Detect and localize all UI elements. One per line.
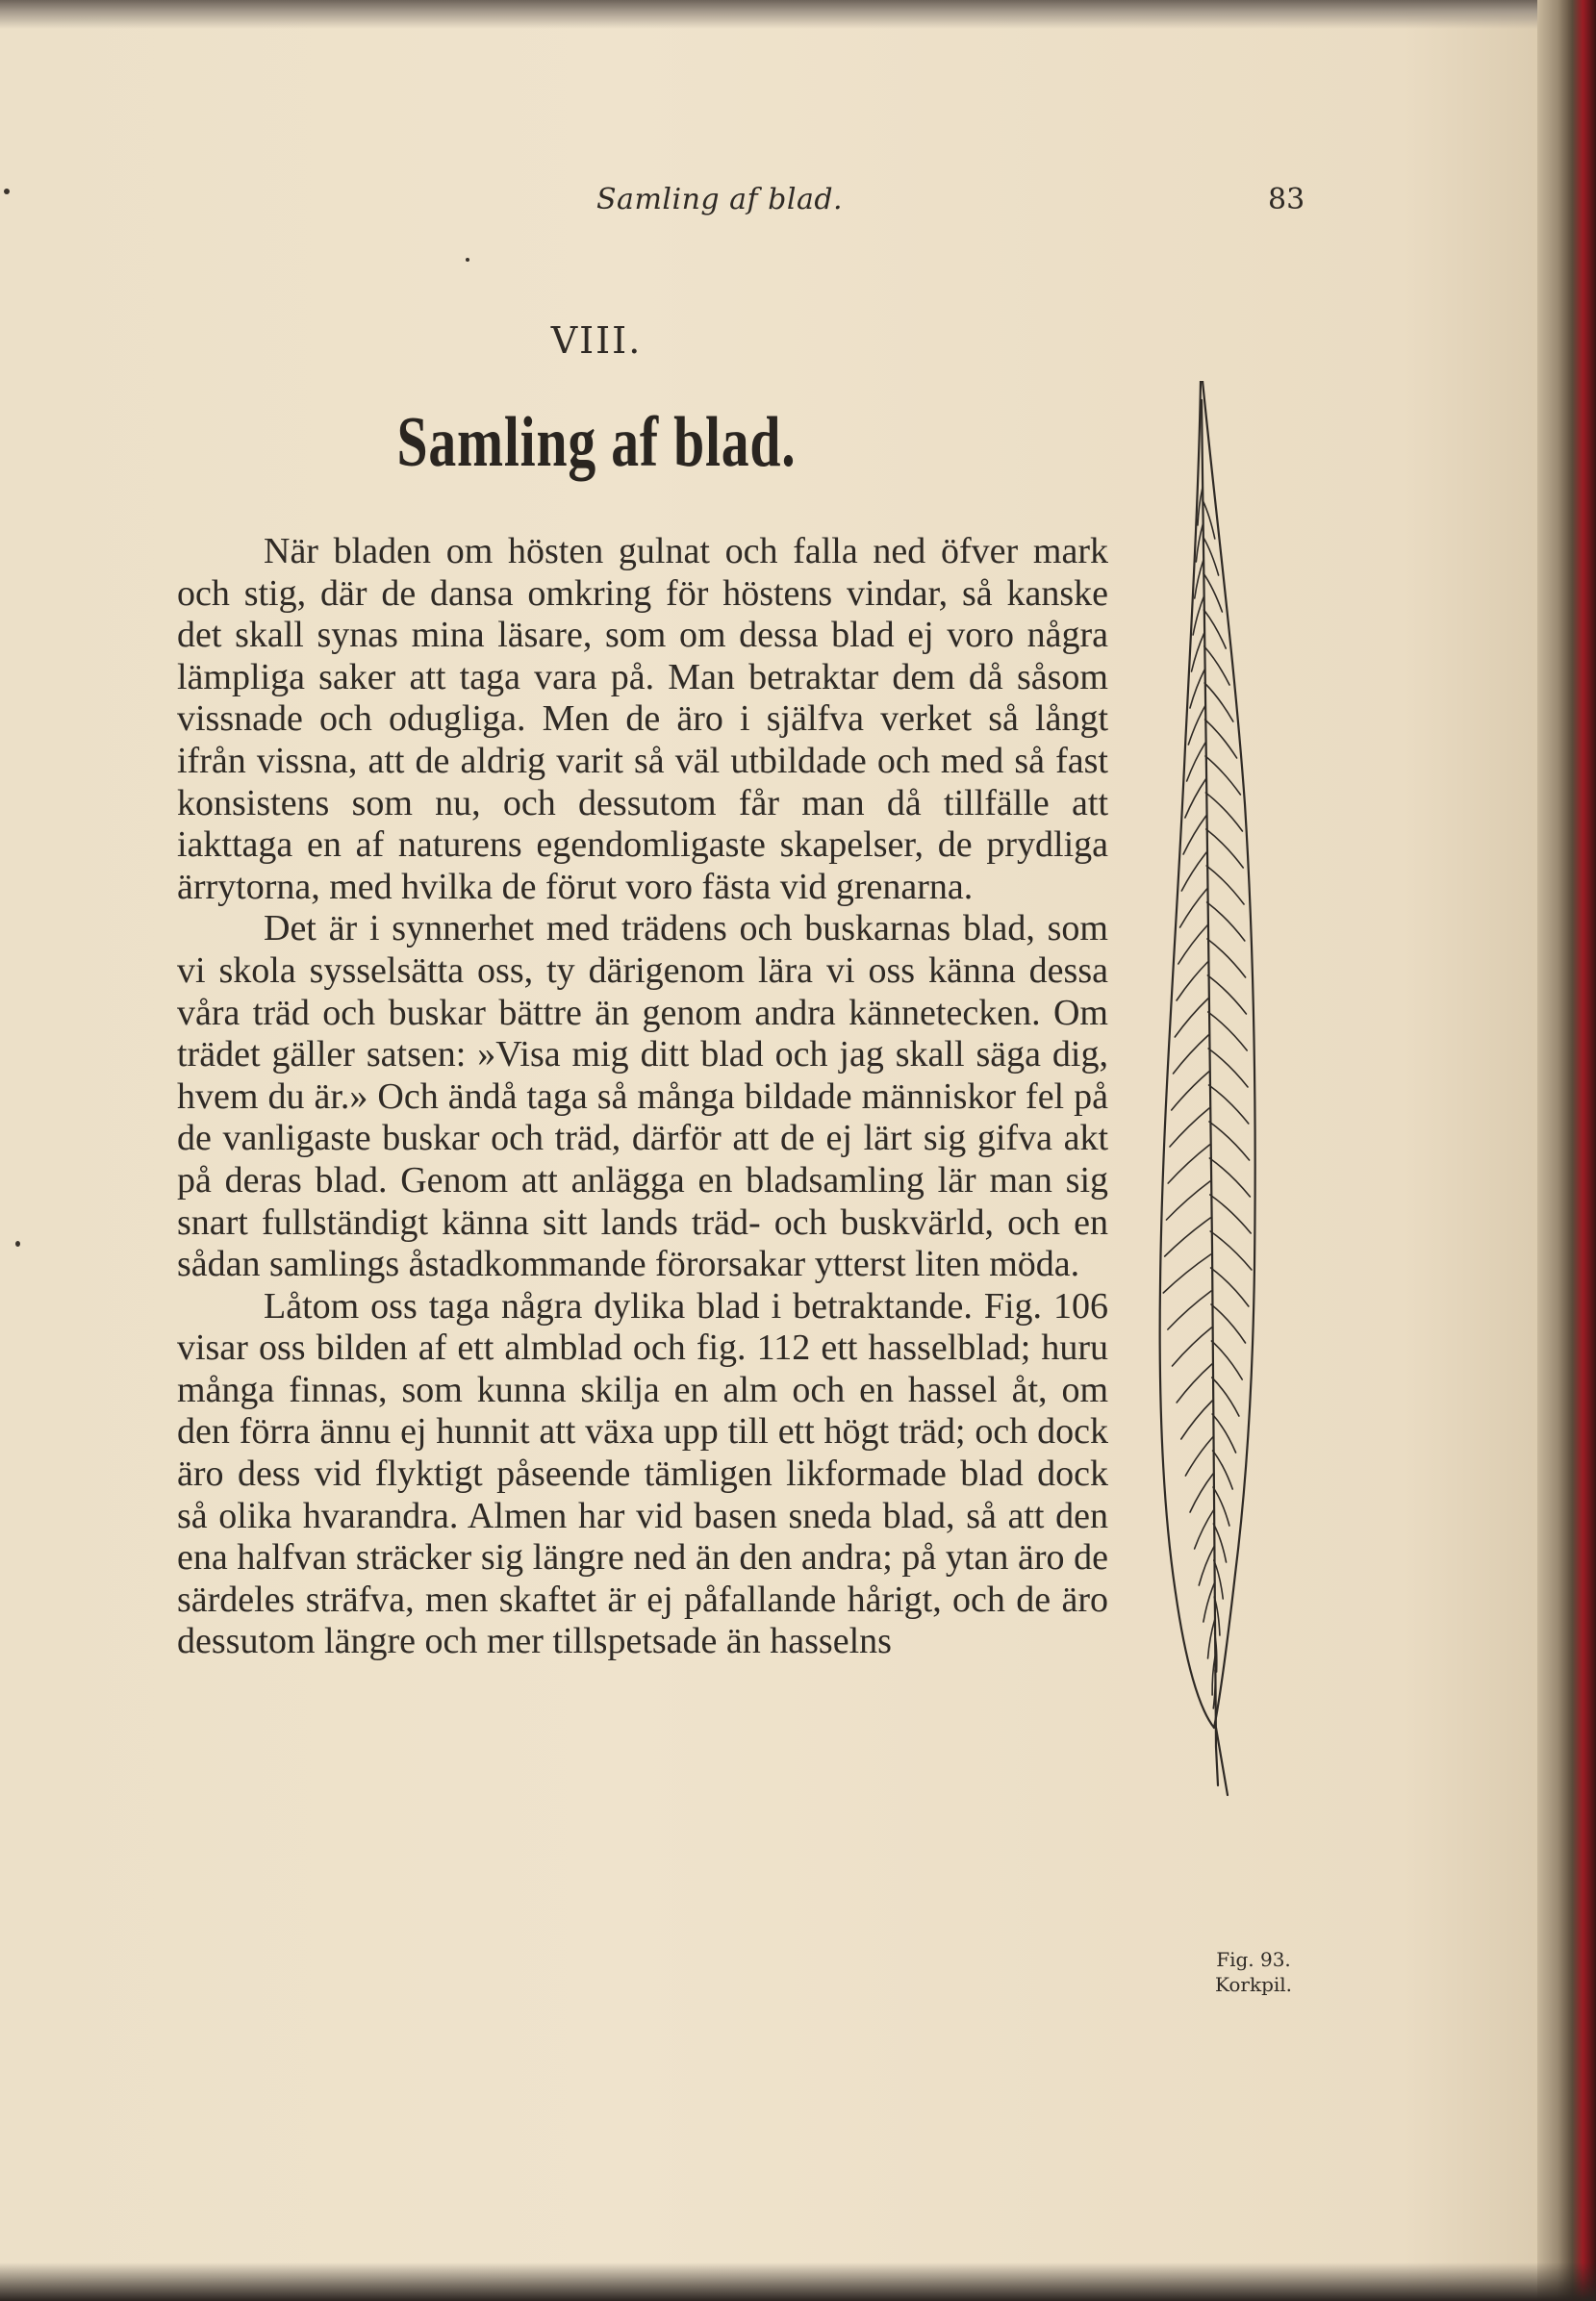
paragraph-2: Det är i synnerhet med trädens och buskarnas blad, som vi skola sysselsätta oss, ty därigenom lära vi oss känna dessa våra träd och buskar bättre än genom andra kännetecken. Om trädet gäller satsen: »Visa mig ditt blad och jag skall säga dig, hvem du är.» Och ändå taga så många bildade människor fel på de vanligaste buskar och träd, därför att de ej lärt sig gifva akt på deras blad. Genom att anlägga en bladsamling lär man sig snart fullständigt känna sitt lands träd- och buskvärld, och en sådan samlings åstadkommande förorsakar ytterst liten möda. [177,908,1108,1285]
leaf-vein [1185,1437,1212,1476]
page-top-shadow [0,0,1558,29]
leaf-vein [1207,939,1246,977]
leaf-vein [1168,1145,1209,1183]
leaf-vein [1177,1364,1212,1403]
leaf-vein [1172,1072,1209,1110]
leaf-vein [1165,1218,1211,1256]
leaf-vein [1211,1304,1246,1343]
leaf-vein [1208,1049,1248,1087]
leaf-vein [1211,1341,1242,1379]
figure-species: Korkpil. [1214,1973,1293,1996]
paragraph-3: Låtom oss taga några dylika blad i betraktande. Fig. 106 visar oss bilden af ett almblad och fig. 112 ett hasselblad; huru många finnas, som kunna skilja en alm och en hassel åt, om den förra ännu ej hunnit att växa upp till ett högt träd; och dock äro dess vid flyktigt påseende tämligen likformade blad dock så olika hvarandra. Almen har vid basen sneda blad, så att den ena halfvan sträcker sig längre ned än den andra; på ytan äro de särdeles sträfva, men skaftet är ej påfallande hårigt, och de äro dessutom längre och mer tillspetsade än hasselns [177,1285,1108,1662]
page-number: 83 [1268,183,1305,216]
leaf-vein [1190,1474,1213,1512]
leaf-vein [1212,1414,1235,1453]
leaf-vein [1204,683,1233,721]
leaf-vein [1187,743,1205,781]
willow-leaf-illustration-icon [1135,381,1308,1997]
body-text [177,531,1108,1663]
leaf-vein [1177,962,1207,1000]
leaf-vein [1205,756,1240,795]
chapter-number: VIII. [550,319,643,362]
leaf-vein [1172,1328,1211,1366]
paper-speck [15,1241,20,1247]
leaf-vein [1211,1268,1249,1306]
paper-speck [466,258,469,262]
leaf-vein [1173,1035,1208,1074]
leaf-vein [1185,779,1206,818]
leaf-vein [1178,925,1207,964]
leaf-vein [1206,866,1244,904]
leaf-vein [1203,1583,1214,1622]
page-bottom-shadow [0,2263,1596,2301]
paper-speck [4,189,10,194]
leaf-vein [1175,999,1208,1037]
leaf-vein [1207,975,1246,1014]
leaf-vein [1181,1401,1212,1439]
leaf-vein [1183,816,1206,854]
leaf-vein [1203,500,1215,539]
leaf-vein [1207,902,1245,941]
figure-caption [1191,1947,1316,1997]
leaf-outline-left [1160,381,1214,1728]
leaf-vein [1188,706,1204,745]
leaf-vein [1163,1254,1210,1293]
leaf-vein [1192,633,1204,671]
running-title: Samling af blad. [596,183,844,216]
leaf-vein [1193,596,1203,635]
leaf-vein [1170,1108,1209,1147]
running-head [0,183,1558,225]
leaf-vein [1209,1158,1250,1197]
figure-number: Fig. 93. [1216,1948,1291,1971]
leaf-vein [1206,829,1243,868]
chapter-title: Samling af blad. [396,403,797,482]
leaf-vein [1195,1510,1214,1549]
leaf-vein [1203,537,1219,575]
leaf-vein [1205,720,1237,758]
leaf-vein [1209,1085,1249,1124]
leaf-vein [1190,670,1204,708]
leaf-figure [1135,381,1308,1997]
book-edge [1537,0,1596,2301]
leaf-vein [1168,1291,1211,1329]
leaf-vein [1208,1012,1247,1050]
leaf-vein [1195,560,1203,598]
leaf-vein [1213,1451,1233,1489]
leaf-vein [1204,646,1229,685]
paragraph-1: När bladen om hösten gulnat och falla ned öfver mark och stig, där de dansa omkring för höstens vindar, så kanske det skall synas mina läsare, som om dessa blad ej voro några lämpliga saker att taga vara på. Man betraktar dem då såsom vissnade och odugliga. Men de äro i själfva verket så långt ifrån vissna, att de aldrig varit så väl utbildade och med så fast konsistens som nu, och dessutom får man då tillfälle att iakttaga en af naturens egendomligaste skapelser, de prydliga ärrytorna, med hvilka de förut voro fästa vid grenarna. [177,531,1108,907]
leaf-vein [1199,1547,1214,1585]
leaf-vein [1180,889,1207,927]
leaf-vein [1181,852,1206,891]
leaf-vein [1210,1195,1251,1233]
leaf-vein [1166,1181,1209,1220]
leaf-vein [1196,523,1203,562]
leaf-vein [1203,610,1226,648]
leaf-vein [1208,1620,1215,1658]
leaf-vein [1212,1378,1239,1416]
leaf-vein [1209,1122,1250,1160]
leaf-vein [1203,573,1222,612]
leaf-vein [1213,1487,1229,1526]
leaf-vein [1210,1231,1252,1270]
leaf-midrib [1202,400,1218,1785]
leaf-vein [1205,793,1242,831]
